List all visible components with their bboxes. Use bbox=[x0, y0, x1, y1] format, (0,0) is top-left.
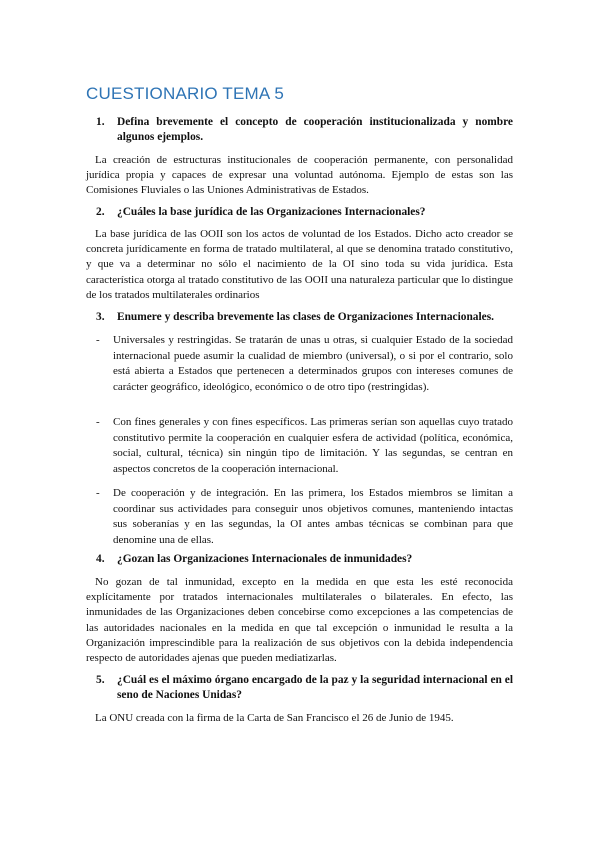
question-text: ¿Gozan las Organizaciones Internacionales de inmunidades? bbox=[117, 553, 413, 565]
question-5 bbox=[86, 673, 513, 703]
question-2 bbox=[86, 205, 513, 220]
answer-2: La base jurídica de las OOII son los actos de voluntad de los Estados. Dicho acto creador se concreta jurídicamente en forma de tratado multilateral, al que se denomina tratado constitutivo, y que va a determinar no sólo el nacimiento de la OI sino toda su vida jurídica. Esta característica otorga al tratado constitutivo de las OOII una naturaleza particular que lo distingue de los tratados multilaterales ordinarios bbox=[86, 228, 513, 301]
list-item-text: De cooperación y de integración. En las primera, los Estados miembros se limitan a coordinar sus actividades para conseguir unos objetivos comunes, manteniendo intactas sus soberanías y en las segundas, la OI antes ambas técnicas se combinan para que denomine una de ellas. bbox=[113, 487, 513, 546]
answer-5: La ONU creada con la firma de la Carta de San Francisco el 26 de Junio de 1945. bbox=[95, 712, 454, 724]
answer-1: La creación de estructuras institucionales de cooperación permanente, con personalidad jurídica propia y capaces de expresar una voluntad autónoma. Ejemplo de estas son las Comisiones Fluviales o las Uniones Administrativas de Estados. bbox=[86, 154, 513, 197]
question-4 bbox=[86, 552, 513, 567]
list-item-text: Con fines generales y con fines específicos. Las primeras serían son aquellas cuyo tratado constitutivo permite la cooperación en cualquier esfera de actividad (política, económica, social, cultural, técnica) sin ningún tipo de limitación. Y las segundas, se centran en aspectos concretos de la cooperación internacional. bbox=[113, 416, 513, 475]
list-marker: - bbox=[96, 487, 100, 499]
question-1 bbox=[86, 115, 513, 145]
list-item bbox=[86, 415, 513, 477]
question-text: ¿Cuál es el máximo órgano encargado de la paz y la seguridad internacional en el seno de Naciones Unidas? bbox=[117, 674, 513, 701]
question-text: Defina brevemente el concepto de cooperación institucionalizada y nombre algunos ejemplos. bbox=[117, 116, 513, 143]
list-item-text: Universales y restringidas. Se tratarán de unas u otras, si cualquier Estado de la sociedad internacional puede asumir la cualidad de miembro (universal), o si por el contrario, solo está abierta a Estados que pertenecen a determinados grupos con intereses comunes de carácter geográfico, ideológico, económico o de otro tipo (restringidas). bbox=[113, 334, 513, 393]
document-title: CUESTIONARIO TEMA 5 bbox=[86, 84, 285, 103]
list-marker: - bbox=[96, 334, 100, 346]
question-number: 1. bbox=[96, 116, 105, 128]
question-number: 5. bbox=[96, 674, 105, 686]
question-number: 3. bbox=[96, 311, 105, 323]
list-item bbox=[86, 486, 513, 548]
question-text: Enumere y describa brevemente las clases de Organizaciones Internacionales. bbox=[117, 311, 495, 323]
list-marker: - bbox=[96, 416, 100, 428]
question-text: ¿Cuáles la base jurídica de las Organizaciones Internacionales? bbox=[117, 206, 426, 218]
list-item bbox=[86, 333, 513, 395]
question-number: 4. bbox=[96, 553, 105, 565]
answer-4: No gozan de tal inmunidad, excepto en la medida en que esta les esté reconocida explícitamente por tratados internacionales multilaterales o bilaterales. En efecto, las inmunidades de las Organizaciones deben concebirse como excepciones a las competencias de las autoridades nacionales en la medida en que tal excepción o inmunidad le resulta a la Organización imprescindible para la realización de sus objetivos con la debida independencia respecto de autoridades ajenas que pueden mediatizarlas. bbox=[86, 576, 513, 665]
question-number: 2. bbox=[96, 206, 105, 218]
question-3 bbox=[86, 310, 513, 325]
